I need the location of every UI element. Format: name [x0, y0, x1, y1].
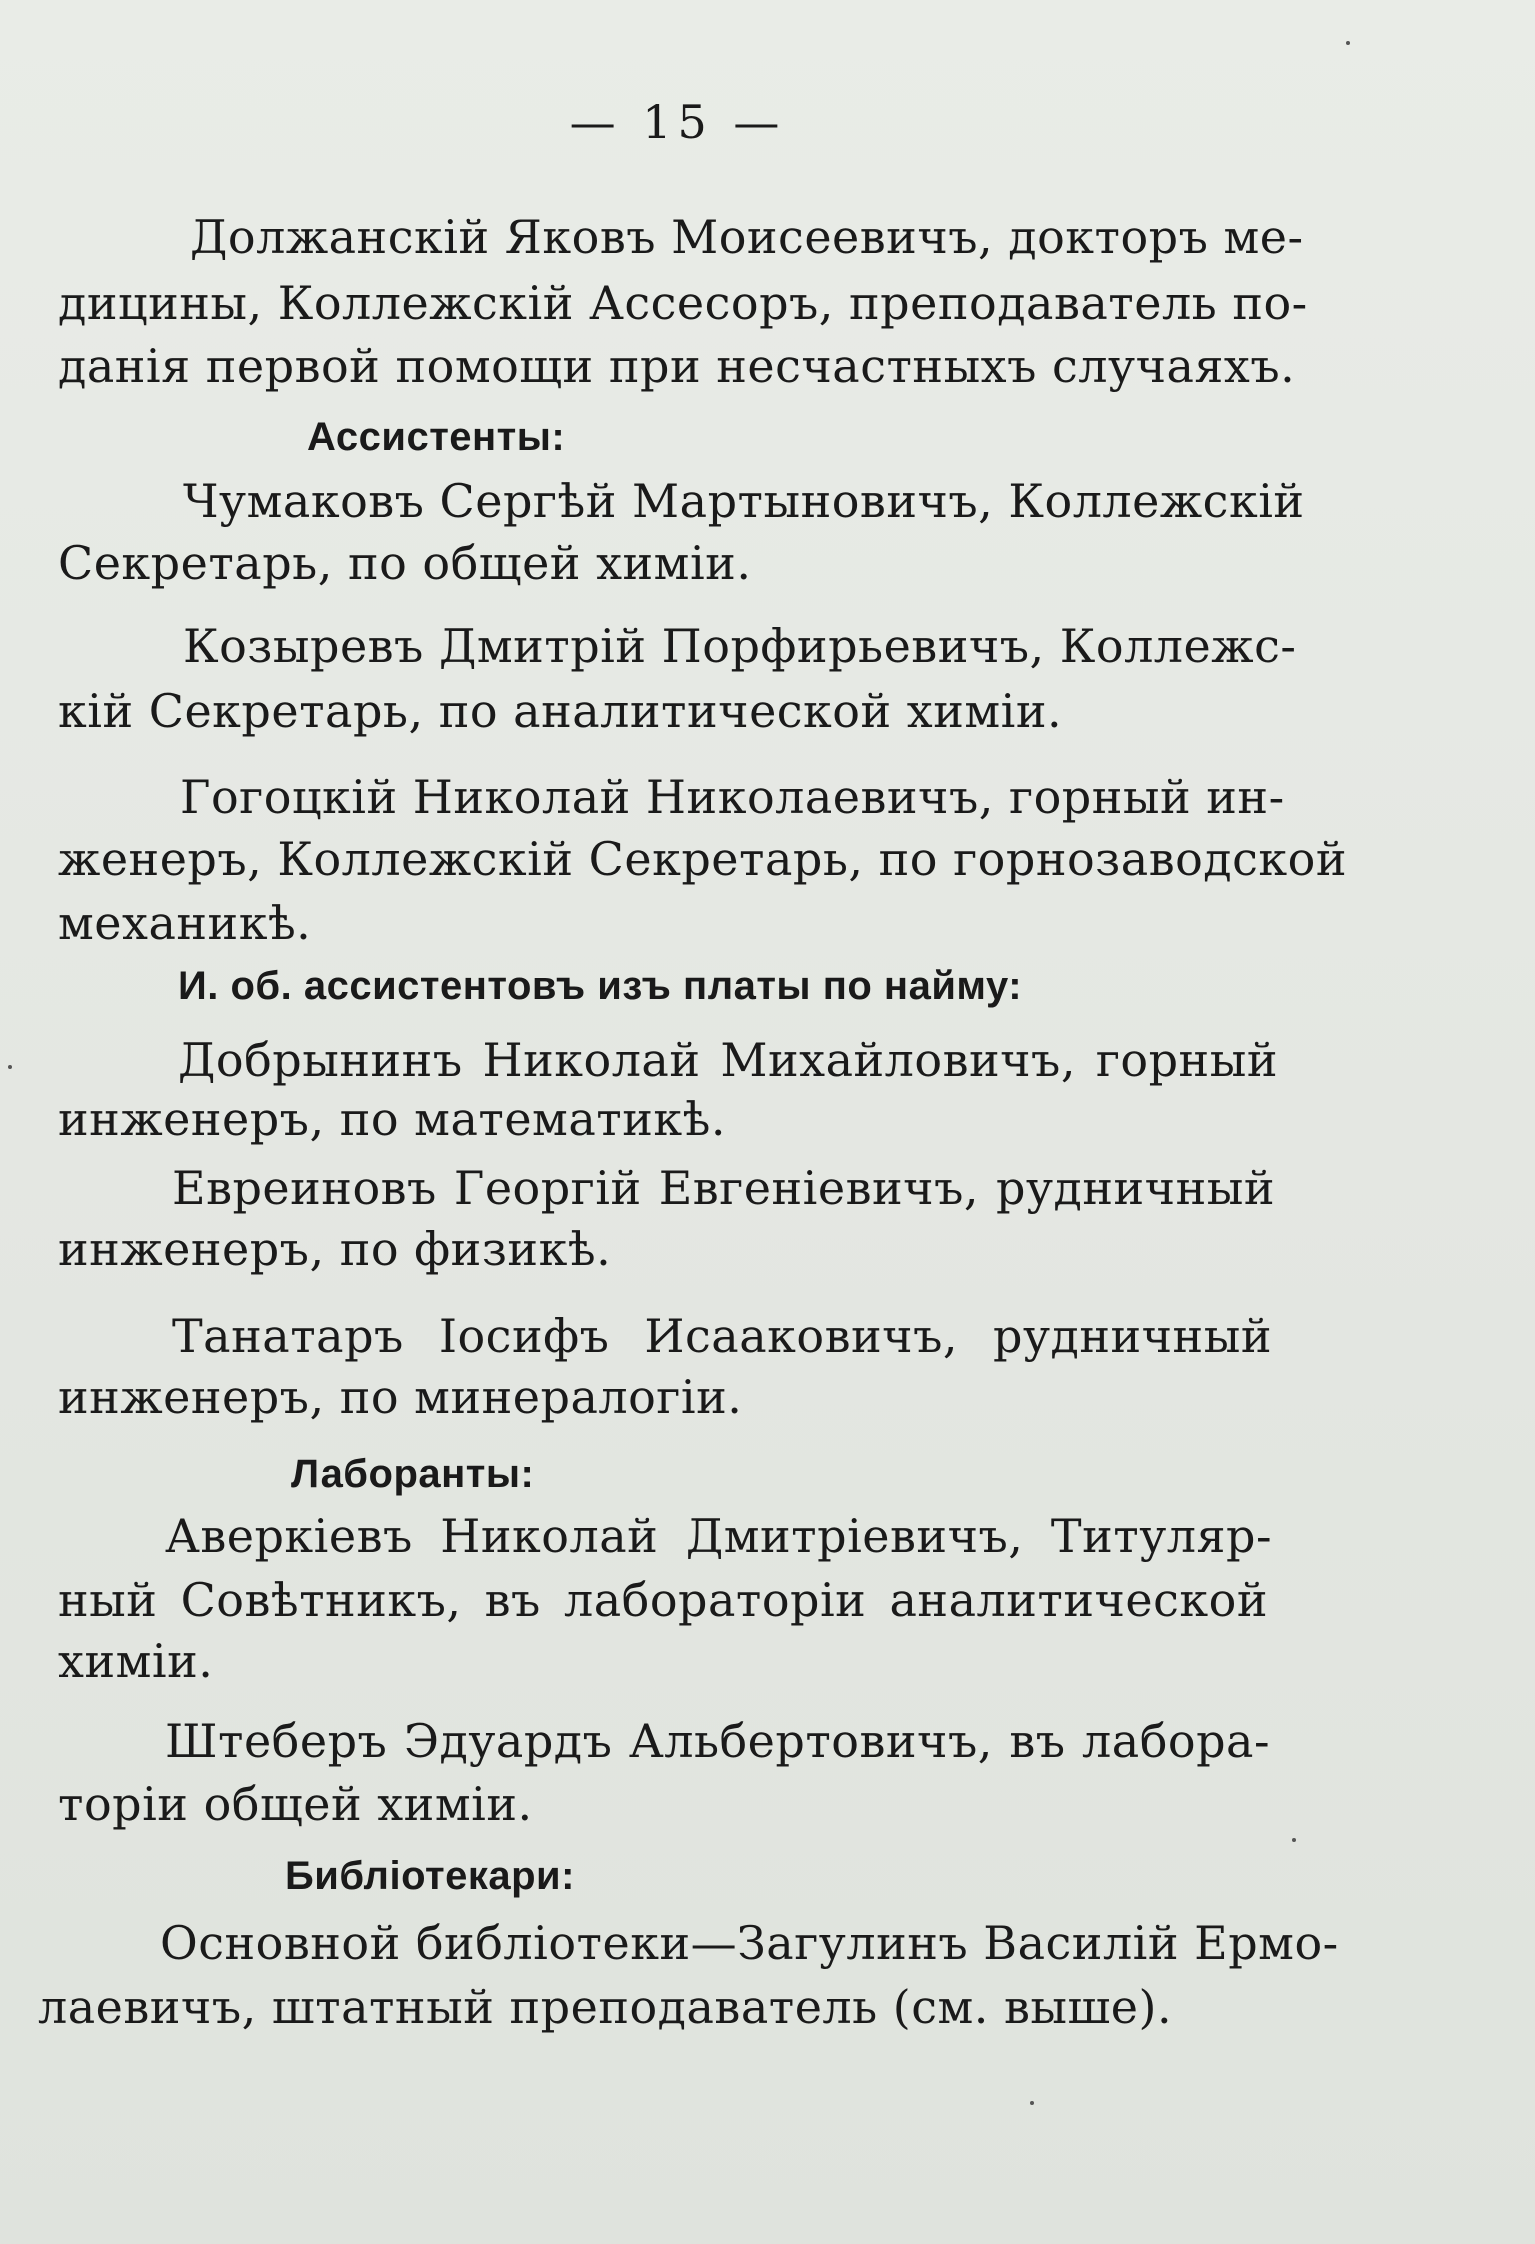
section-heading-assistants: Ассистенты: — [307, 415, 566, 459]
text-line: Добрынинъ Николай Михайловичъ, горный — [178, 1033, 1278, 1087]
text-line: инженеръ, по минералогіи. — [58, 1370, 743, 1424]
text-line: Евреиновъ Георгій Евгеніевичъ, рудничный — [172, 1161, 1275, 1215]
text-line: Основной библіотеки—Загулинъ Василій Ермо- — [160, 1916, 1339, 1970]
text-line: Аверкіевъ Николай Дмитріевичъ, Титуляр- — [165, 1509, 1272, 1563]
paper-speck — [8, 1065, 12, 1069]
text-line: инженеръ, по математикѣ. — [58, 1092, 726, 1146]
text-line: механикѣ. — [58, 896, 312, 950]
text-line: дицины, Коллежскій Ассесоръ, преподаватель по- — [58, 276, 1308, 330]
text-line: химіи. — [58, 1634, 214, 1688]
text-line: инженеръ, по физикѣ. — [58, 1222, 612, 1276]
text-line: Должанскій Яковъ Моисеевичъ, докторъ ме- — [190, 210, 1304, 264]
section-heading-lab-assistants: Лаборанты: — [291, 1452, 535, 1496]
text-line: кій Секретарь, по аналитической химіи. — [58, 684, 1063, 738]
text-line: Гогоцкій Николай Николаевичъ, горный ин- — [180, 770, 1285, 824]
text-line: Секретарь, по общей химіи. — [58, 536, 752, 590]
section-heading-acting-assistants: И. об. ассистентовъ изъ платы по найму: — [178, 964, 1023, 1008]
paper-speck — [1030, 2101, 1034, 2105]
paper-speck — [1292, 1838, 1296, 1842]
text-line: лаевичъ, штатный преподаватель (см. выше). — [38, 1980, 1173, 2034]
section-heading-librarians: Библіотекари: — [285, 1854, 575, 1898]
text-line: торіи общей химіи. — [58, 1777, 533, 1831]
text-line: Штеберъ Эдуардъ Альбертовичъ, въ лабора- — [165, 1714, 1270, 1768]
text-line: Танатаръ Іосифъ Исааковичъ, рудничный — [172, 1309, 1272, 1363]
paper-speck — [1346, 41, 1350, 45]
text-line: данія первой помощи при несчастныхъ случаяхъ. — [58, 339, 1296, 393]
text-line: Козыревъ Дмитрій Порфирьевичъ, Коллежс- — [183, 619, 1297, 673]
text-line: женеръ, Коллежскій Секретарь, по горнозаводской — [58, 832, 1347, 886]
page-number: — 15 — — [569, 95, 786, 149]
text-line: Чумаковъ Сергѣй Мартыновичъ, Коллежскій — [183, 474, 1305, 528]
text-line: ный Совѣтникъ, въ лабораторіи аналитической — [58, 1573, 1268, 1627]
